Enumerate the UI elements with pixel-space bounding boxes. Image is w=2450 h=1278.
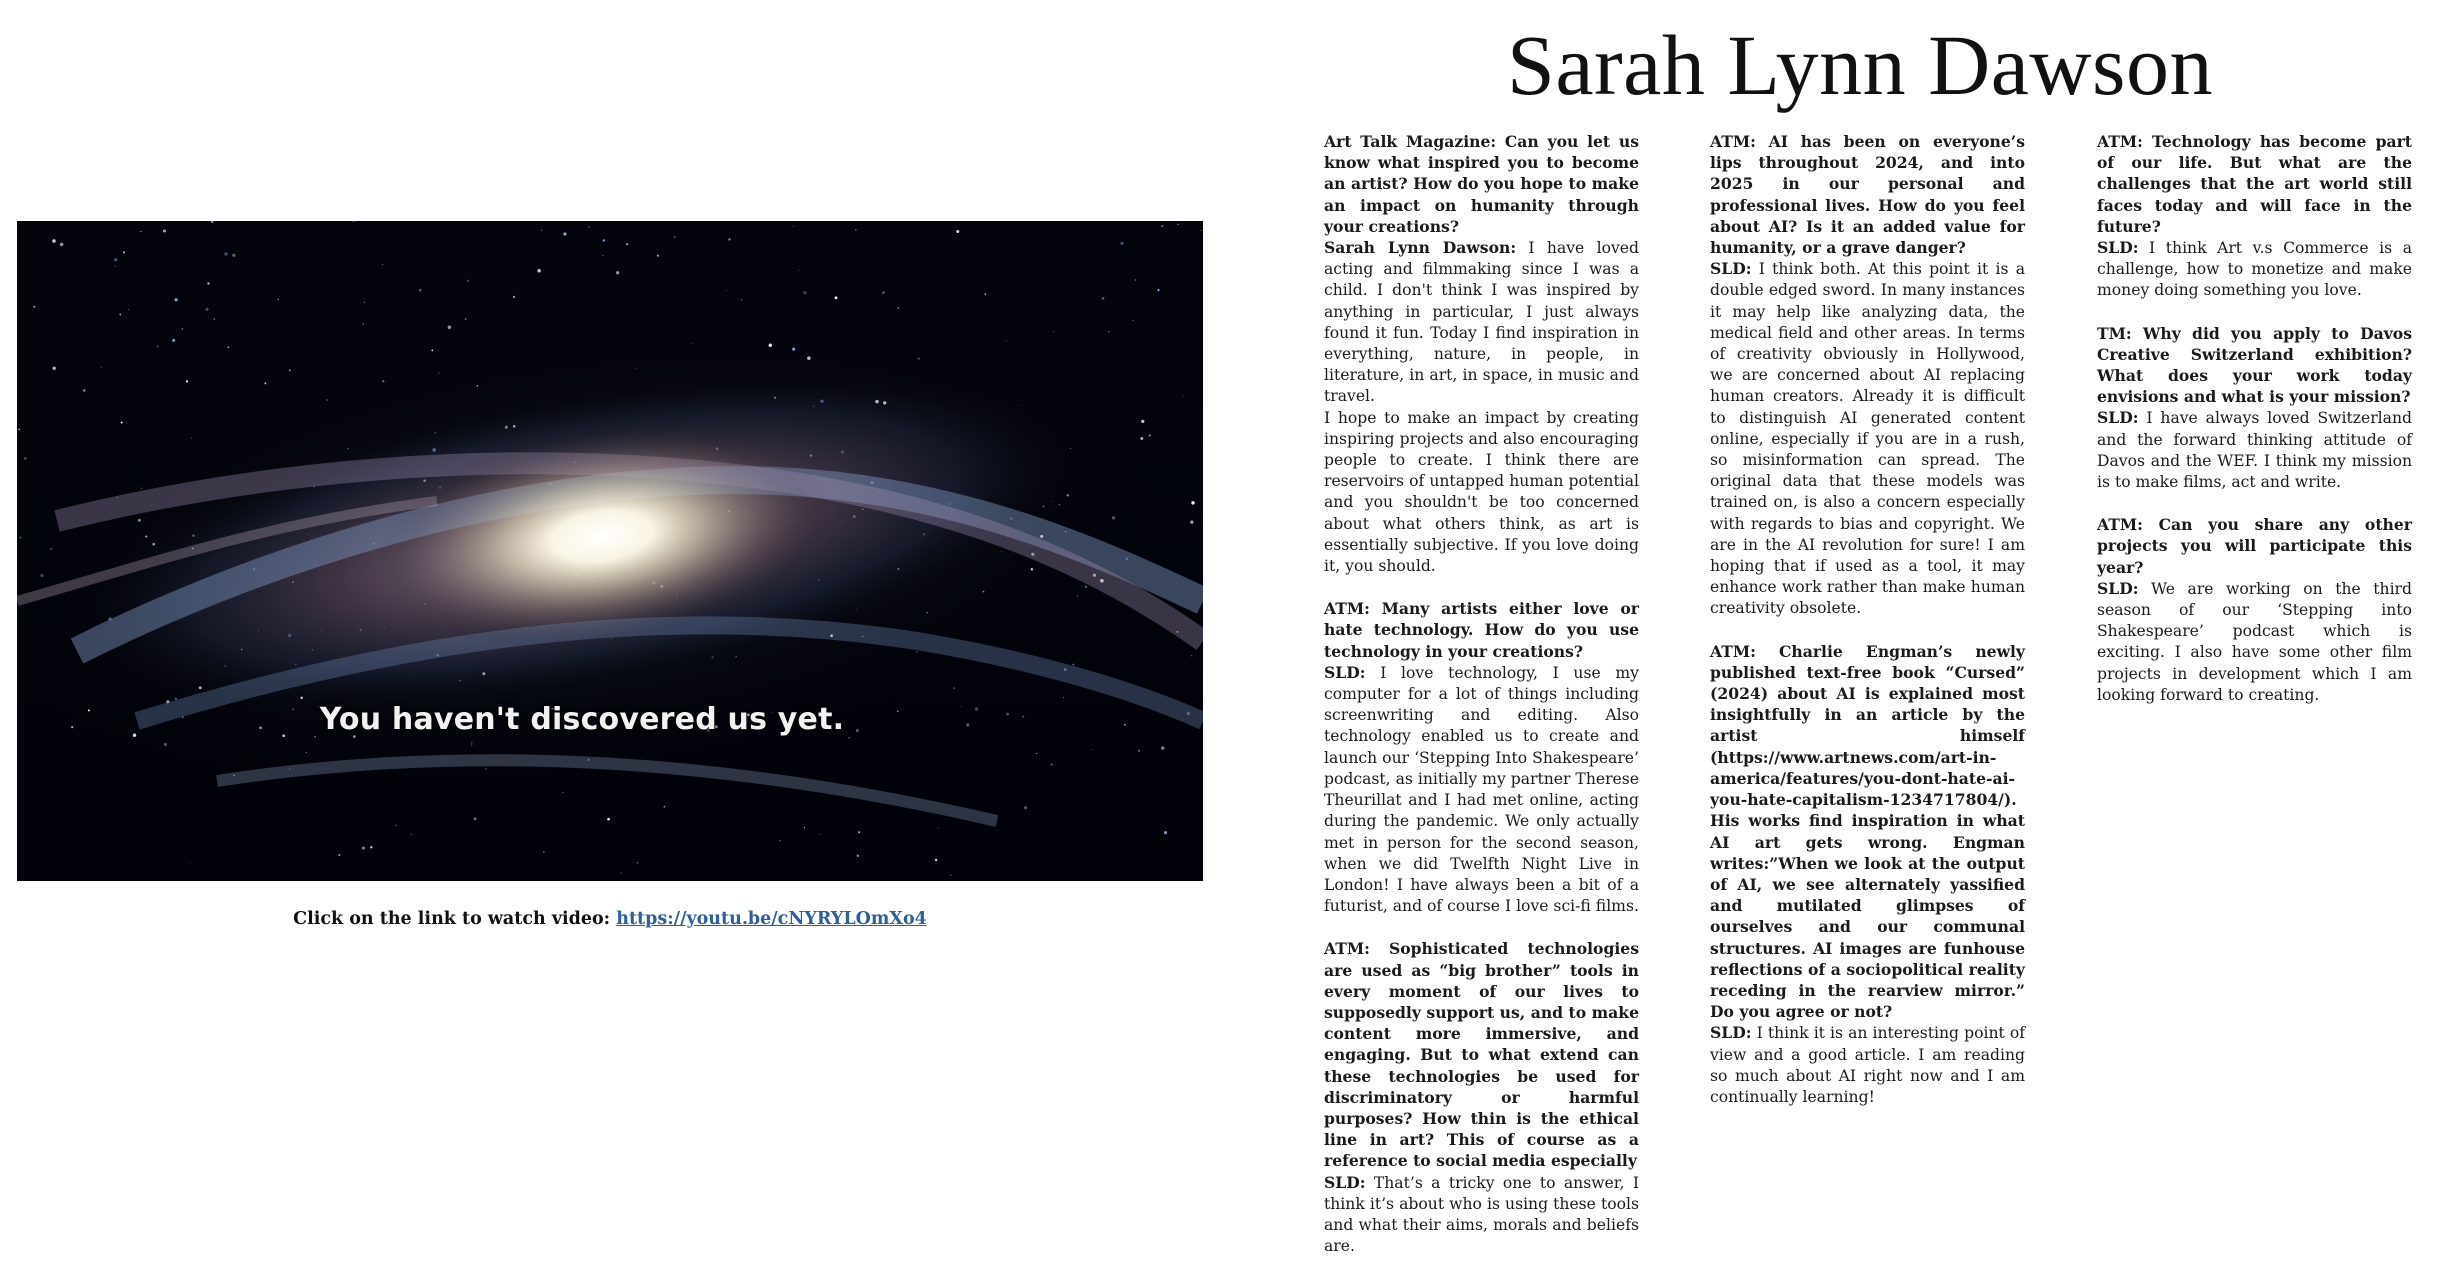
answer-paragraph xyxy=(1324,408,1639,578)
star xyxy=(465,318,467,320)
star xyxy=(182,328,183,329)
qa-block xyxy=(2097,323,2412,494)
star xyxy=(657,255,659,257)
star xyxy=(363,323,364,324)
star xyxy=(1036,753,1037,754)
video-link[interactable]: https://youtu.be/cNYRYLOmXo4 xyxy=(616,909,927,929)
star xyxy=(728,238,731,241)
star xyxy=(616,271,619,274)
star xyxy=(410,833,412,835)
star xyxy=(985,293,987,295)
star xyxy=(1051,764,1053,766)
interview-answer xyxy=(1324,1172,1639,1258)
galaxy-image xyxy=(17,221,1203,881)
star xyxy=(396,825,397,826)
star xyxy=(189,862,190,863)
star xyxy=(338,854,340,856)
speaker-label: SLD: xyxy=(2097,408,2139,428)
star xyxy=(362,847,365,850)
star xyxy=(53,367,56,370)
interview-answer xyxy=(1710,1022,2025,1108)
star xyxy=(52,239,55,242)
star xyxy=(621,873,622,874)
speaker-label: SLD: xyxy=(1324,1172,1366,1192)
star xyxy=(726,290,727,291)
interview-answer xyxy=(1324,237,1639,577)
star xyxy=(1201,230,1202,231)
interview-column-2 xyxy=(1710,131,2025,1129)
star xyxy=(563,232,566,235)
star xyxy=(115,265,116,266)
qa-block xyxy=(2097,131,2412,302)
answer-text: I think both. At this point it is a double edged sword. In many instances it may help like analyzing data, the medical field and other areas. In terms of creativity obviously in Hollywood, we are concerned about AI replacing human creators. Already it is difficult to distinguish AI generated content online, especially if you are in a rush, so misinformation can spread. The original data that these models was trained on, is also a concern especially with regards to bias and copyright. We are in the AI revolution for sure! I am hoping that if used as a tool, it may enhance work rather than make human creativity obsolete. xyxy=(1710,260,2025,618)
star xyxy=(674,236,676,238)
star xyxy=(602,255,604,257)
interview-answer xyxy=(2097,407,2412,493)
star xyxy=(1135,279,1137,281)
star xyxy=(278,299,280,301)
star xyxy=(637,862,639,864)
star xyxy=(937,827,938,828)
star xyxy=(541,230,542,231)
answer-paragraph xyxy=(1710,258,2025,619)
star xyxy=(603,239,605,241)
star xyxy=(1191,655,1192,656)
answer-paragraph xyxy=(2097,237,2412,302)
speaker-label: SLD: xyxy=(1710,1023,1752,1043)
star xyxy=(848,737,849,738)
star xyxy=(1073,664,1075,666)
star xyxy=(232,254,235,257)
interview-question: ATM: Technology has become part of our life. But what are the challenges that the art world still faces today and will face in the future? xyxy=(2097,132,2412,236)
interview-answer xyxy=(1324,662,1639,917)
answer-text: I love technology, I use my computer for a lot of things including screenwriting and editing. Also technology enabled us to create and launch our ‘Stepping Into Shakespeare’ podcast, as initially my partner Therese Theurillat and I had met online, acting during the pandemic. We only actually met in person for the second season, when we did Twelfth Night Live in London! I have always been a bit of a futurist, and of course I love sci-fi films. xyxy=(1324,663,1639,916)
star xyxy=(214,318,215,319)
star xyxy=(207,282,209,284)
answer-text: I hope to make an impact by creating inspiring projects and also encouraging people to create. I think there are reservoirs of untapped human potential and you shouldn't be too concerned about what others think, as art is essentially subjective. If you love doing it, you should. xyxy=(1324,408,1639,576)
interview-answer xyxy=(1710,258,2025,619)
star xyxy=(121,421,123,423)
galaxy-artwork xyxy=(17,221,1203,881)
answer-paragraph xyxy=(1710,1022,2025,1108)
star xyxy=(855,229,856,230)
qa-block xyxy=(1324,938,1639,1257)
star xyxy=(128,309,129,310)
qa-block xyxy=(1324,131,1639,577)
star xyxy=(101,367,102,368)
star xyxy=(858,831,860,833)
star xyxy=(83,389,85,391)
star xyxy=(664,806,666,808)
star xyxy=(370,846,372,848)
star xyxy=(24,457,26,459)
video-link-line xyxy=(17,909,1203,929)
star xyxy=(537,269,541,273)
interview-answer xyxy=(2097,578,2412,706)
answer-text: We are working on the third season of our ‘Stepping into Shakespeare’ podcast which is exciting. I also have some other film projects in development which I am looking forward to creating. xyxy=(2097,579,2412,704)
star xyxy=(1191,501,1194,504)
star xyxy=(186,380,188,382)
star xyxy=(157,346,159,348)
answer-paragraph xyxy=(1324,662,1639,917)
star xyxy=(793,226,794,227)
video-link-prompt: Click on the link to watch video: xyxy=(293,909,617,929)
star xyxy=(1102,297,1105,300)
answer-paragraph xyxy=(2097,578,2412,706)
star xyxy=(364,302,365,303)
star xyxy=(18,429,20,431)
star xyxy=(224,252,227,255)
star xyxy=(741,299,743,301)
star xyxy=(467,280,469,282)
star xyxy=(819,834,820,835)
answer-text: I have always loved Switzerland and the forward thinking attitude of Davos and the WEF. I think my mission is to make films, act and write. xyxy=(2097,409,2412,492)
star xyxy=(114,258,117,261)
qa-block xyxy=(1710,641,2025,1108)
interview-column-3 xyxy=(2097,131,2412,727)
star xyxy=(803,291,807,295)
star xyxy=(1161,225,1163,227)
star xyxy=(1108,331,1109,332)
interview-question: ATM: Can you share any other projects you will participate this year? xyxy=(2097,515,2412,577)
star xyxy=(857,854,860,857)
speaker-label: SLD: xyxy=(2097,578,2139,598)
star xyxy=(626,243,628,245)
star xyxy=(1164,831,1167,834)
interview-question: ATM: Charlie Engman’s newly published text-free book “Cursed” (2024) about AI is explained most insightfully in an article by the artist himself (https://www.artnews.com/art-in-america/features/you-dont-hate-ai-you-hate-capitalism-1234717804/). His works find inspiration in what AI art gets wrong. Engman writes:”When we look at the output of AI, we see alternately yassified and mutilated glimpses of ourselves and our communal structures. AI images are funhouse reflections of a sociopolitical reality receding in the rearview mirror.” Do you agree or not? xyxy=(1710,641,2025,1022)
star xyxy=(798,270,799,271)
star xyxy=(1183,395,1184,396)
star xyxy=(1157,289,1159,291)
star xyxy=(123,251,125,253)
star xyxy=(1091,749,1092,750)
star xyxy=(1120,242,1123,245)
star xyxy=(1161,746,1164,749)
star xyxy=(607,818,610,821)
star xyxy=(882,291,885,294)
star xyxy=(588,227,589,228)
star xyxy=(205,308,208,311)
qa-block xyxy=(1710,131,2025,620)
star xyxy=(474,818,477,821)
qa-block xyxy=(1324,598,1639,917)
star xyxy=(897,307,899,309)
interview-answer xyxy=(2097,237,2412,302)
answer-text: I think it is an interesting point of view and a good article. I am reading so much about AI right now and I am continually learning! xyxy=(1710,1024,2025,1106)
qa-block xyxy=(2097,514,2412,706)
star xyxy=(1132,320,1134,322)
speaker-label: SLD: xyxy=(2097,238,2139,258)
star xyxy=(228,346,230,348)
interview-question: ATM: Sophisticated technologies are used as “big brother” tools in every moment of our lives to supposedly support us, and to make content more immersive, and engaging. But to what extend can these technologies be used for discriminatory or harmful purposes? How thin is the ethical line in art? This of course as a reference to social media especially xyxy=(1324,939,1639,1171)
interview-question: Art Talk Magazine: Can you let us know what inspired you to become an artist? How do you hope to make an impact on humanity through your creations? xyxy=(1324,132,1639,236)
answer-text: I have loved acting and filmmaking since I was a child. I don't think I was inspired by anything in particular, I just always found it fun. Today I find inspiration in everything, nature, in people, in literature, in art, in space, in music and travel. xyxy=(1324,239,1639,406)
star xyxy=(33,306,35,308)
star xyxy=(1138,750,1140,752)
star xyxy=(1190,520,1193,523)
star xyxy=(563,792,564,793)
star xyxy=(804,827,805,828)
star xyxy=(382,264,383,265)
interview-question: ATM: AI has been on everyone’s lips throughout 2024, and into 2025 in our personal and professional lives. How do you feel about AI? Is it an added value for humanity, or a grave danger? xyxy=(1710,132,2025,258)
star xyxy=(448,326,452,330)
star xyxy=(513,296,515,298)
interview-column-1 xyxy=(1324,131,1639,1278)
star xyxy=(950,875,951,876)
star xyxy=(172,339,175,342)
star xyxy=(543,851,544,852)
star xyxy=(60,243,64,247)
interview-question: ATM: Many artists either love or hate technology. How do you use technology in your creations? xyxy=(1324,599,1639,661)
star xyxy=(956,230,959,233)
answer-paragraph xyxy=(2097,407,2412,493)
star xyxy=(419,289,422,292)
answer-paragraph xyxy=(1324,1172,1639,1258)
star xyxy=(1063,697,1064,698)
star xyxy=(1178,224,1179,225)
interview-question: TM: Why did you apply to Davos Creative Switzerland exhibition? What does your work today envisions and what is your mission? xyxy=(2097,323,2412,407)
star xyxy=(780,840,781,841)
star xyxy=(175,298,178,301)
star xyxy=(935,859,938,862)
star xyxy=(1054,331,1055,332)
answer-text: That’s a tricky one to answer, I think it’s about who is using these tools and what their aims, morals and beliefs are. xyxy=(1324,1173,1639,1256)
star xyxy=(163,229,166,232)
page-title: Sarah Lynn Dawson xyxy=(1507,17,2213,113)
star xyxy=(119,313,121,315)
answer-paragraph xyxy=(1324,237,1639,408)
star xyxy=(835,296,838,299)
speaker-label: SLD: xyxy=(1710,259,1752,279)
speaker-label: Sarah Lynn Dawson: xyxy=(1324,238,1517,258)
star xyxy=(289,369,291,371)
star xyxy=(140,231,141,232)
star xyxy=(264,382,266,384)
star xyxy=(1024,806,1027,809)
answer-text: I think Art v.s Commerce is a challenge, how to monetize and make money doing something you love. xyxy=(2097,239,2412,300)
galaxy-caption: You haven't discovered us yet. xyxy=(319,702,845,737)
speaker-label: SLD: xyxy=(1324,662,1366,682)
